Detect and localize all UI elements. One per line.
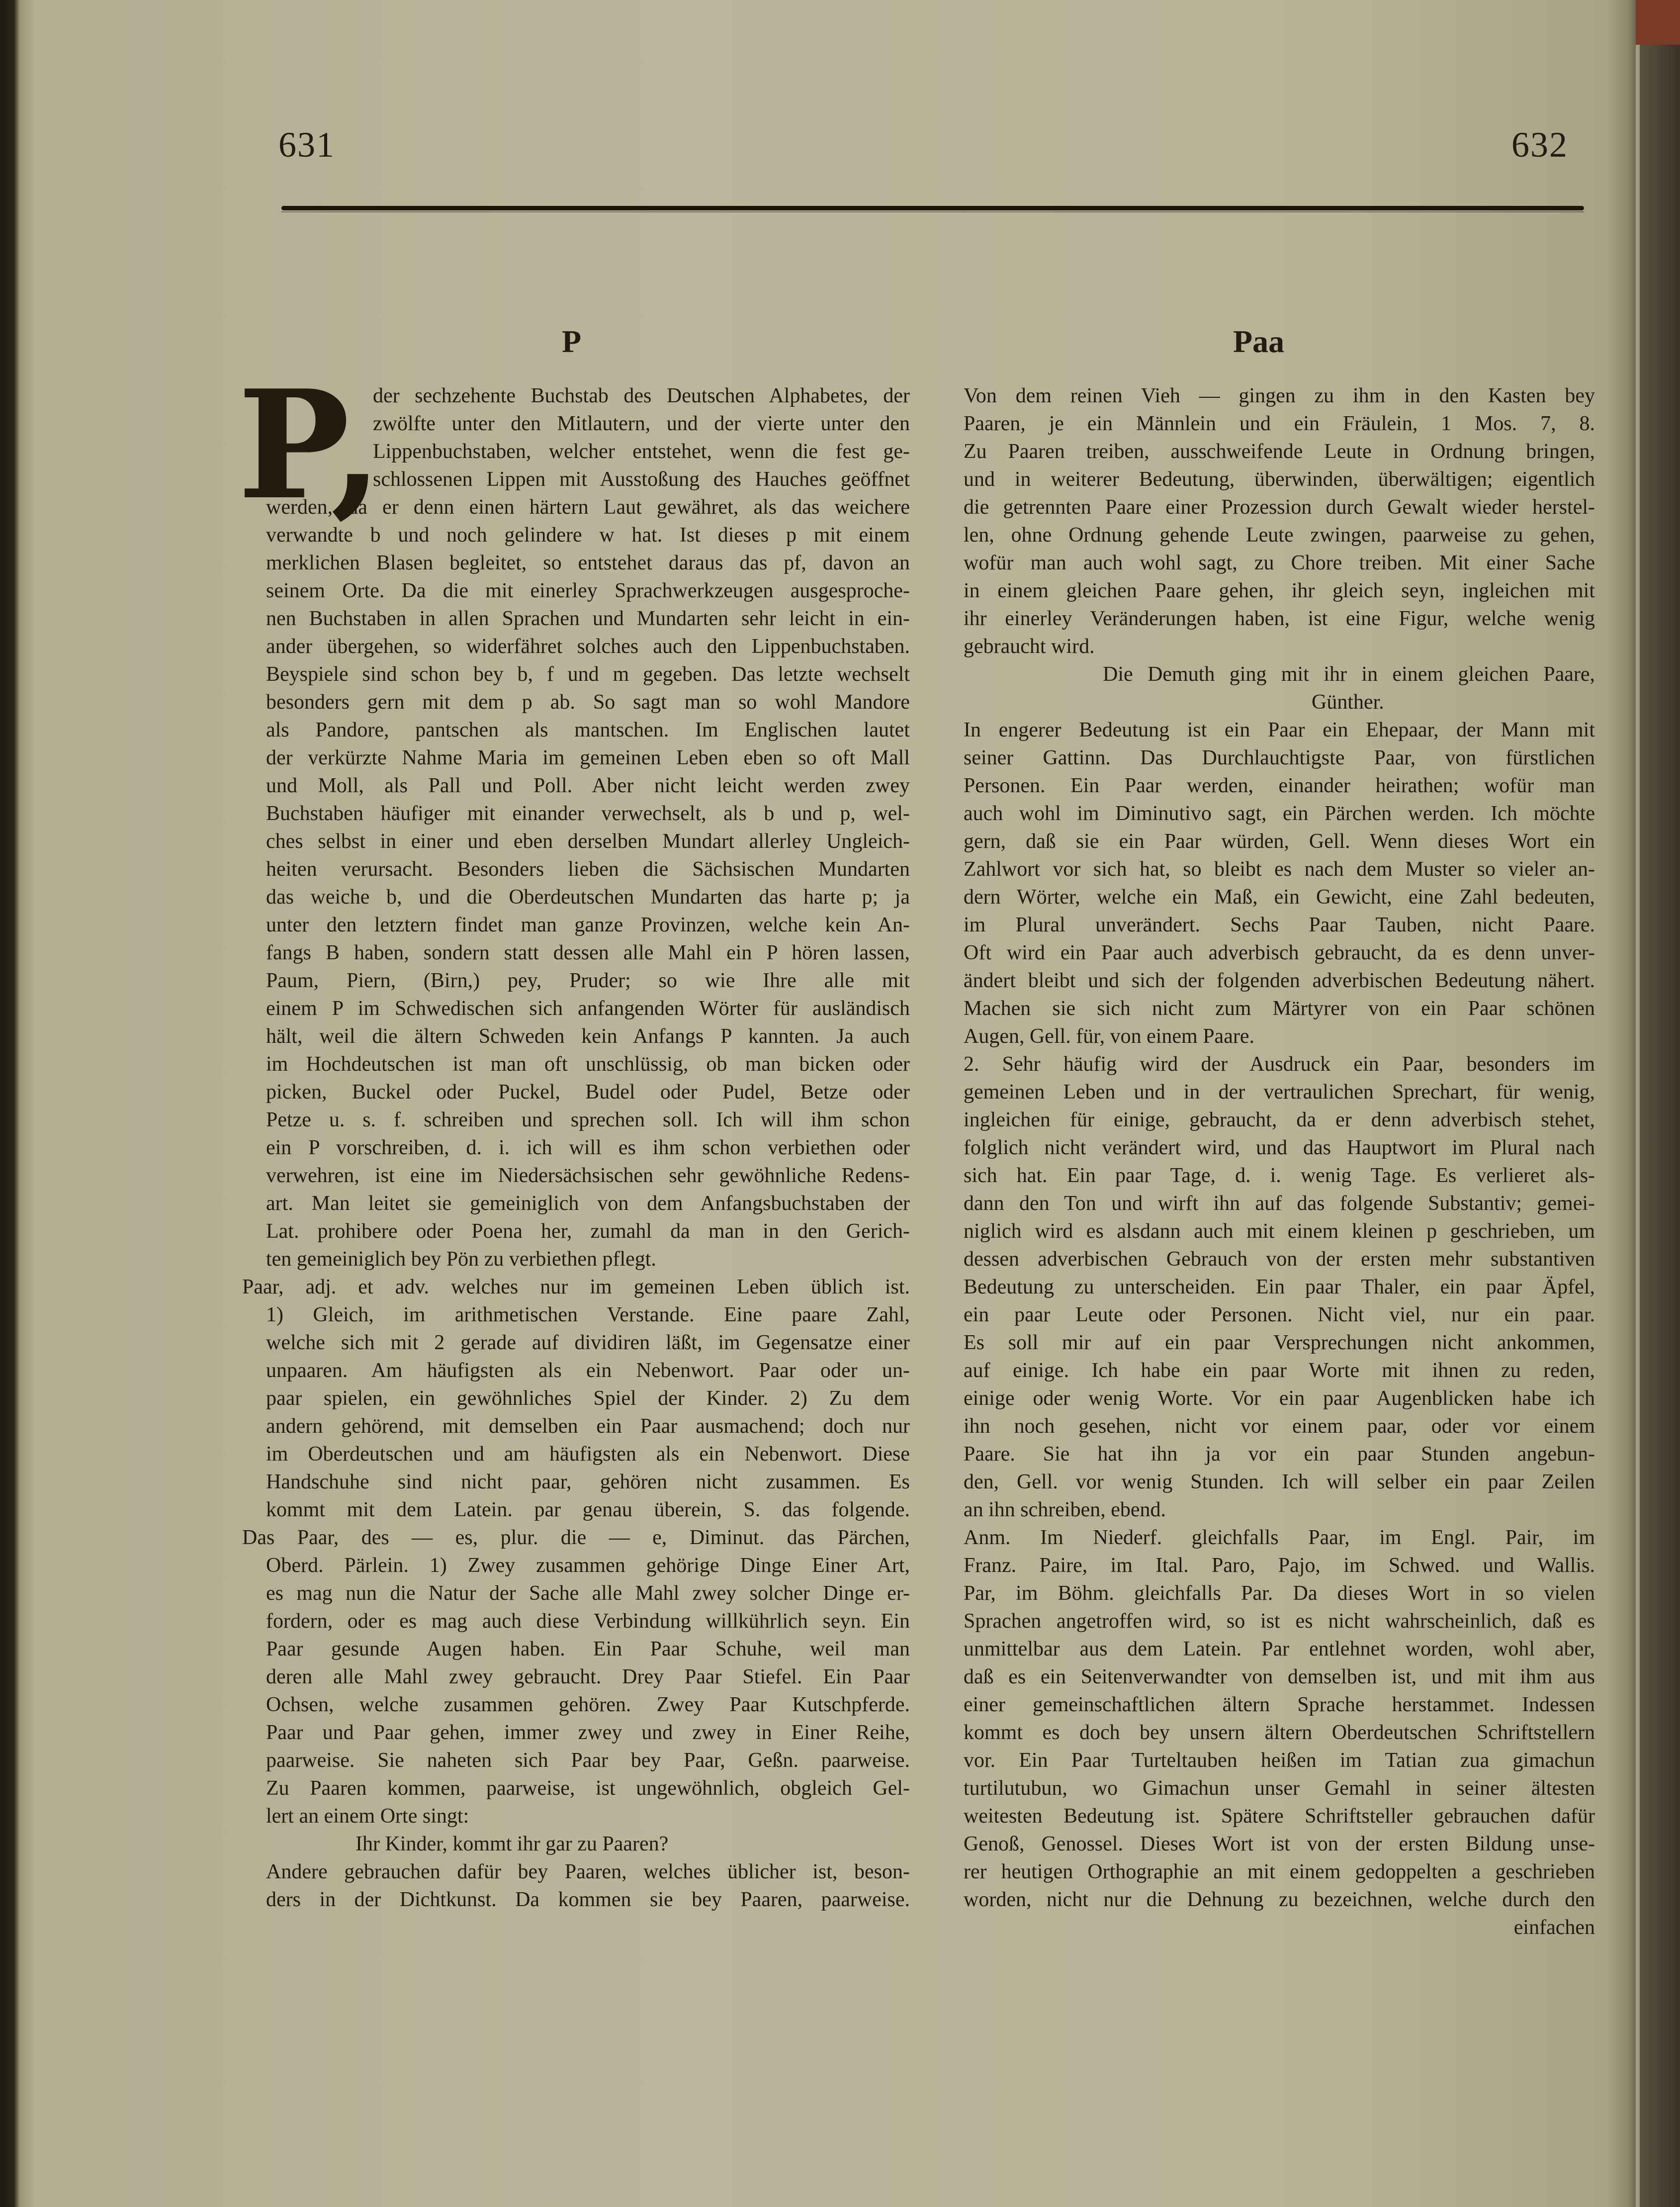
- text-line: unmittelbar aus dem Latein. Par entlehnet worden, wohl aber,: [964, 1638, 1595, 1660]
- text-line: vor. Ein Paar Turteltauben heißen im Tatian zua gimachun: [964, 1749, 1595, 1772]
- text-line: Genoß, Genossel. Dieses Wort ist von der ersten Bildung unse-: [964, 1833, 1595, 1855]
- text-line: dann den Ton und wirft ihn auf das folgende Substantiv; gemei-: [964, 1192, 1595, 1215]
- text-line: gern, daß sie ein Paar würden, Gell. Wenn dieses Wort ein: [964, 830, 1595, 853]
- binding-stain: [1636, 0, 1680, 45]
- text-line: dern Wörter, welche ein Maß, ein Gewicht, eine Zahl bedeuten,: [964, 886, 1595, 909]
- left-text-column: [242, 382, 910, 1914]
- text-line: ders in der Dichtkunst. Da kommen sie bey Paaren, paarweise.: [266, 1888, 910, 1911]
- text-line: unter den letztern findet man ganze Provinzen, welche kein An-: [266, 914, 910, 936]
- text-line: Lippenbuchstaben, welcher entstehet, wenn die fest ge-: [373, 440, 910, 463]
- text-line: der verkürzte Nahme Maria im gemeinen Leben eben so oft Mall: [266, 746, 910, 769]
- text-line: in einem gleichen Paare gehen, ihr gleich seyn, ingleichen mit: [964, 579, 1595, 602]
- text-line: Oberd. Pärlein. 1) Zwey zusammen gehörige Dinge Einer Art,: [266, 1554, 910, 1577]
- text-line: werden, da er denn einen härtern Laut gewähret, als das weichere: [266, 496, 910, 519]
- text-line: dessen adverbischen Gebrauch von der ersten mehr substantiven: [964, 1248, 1595, 1271]
- column-heading-right: Paa: [1233, 324, 1285, 359]
- text-line: andern gehörend, mit demselben ein Paar ausmachend; doch nur: [266, 1415, 910, 1438]
- page-number-right: 632: [1511, 125, 1568, 165]
- text-line: Petze u. s. f. schreiben und sprechen soll. Ich will ihm schon: [266, 1108, 910, 1131]
- text-line: schlossenen Lippen mit Ausstoßung des Hauches geöffnet: [373, 468, 910, 491]
- text-line: hält, weil die ältern Schweden kein Anfangs P kannten. Ja auch: [266, 1025, 910, 1048]
- text-line: ihn noch gesehen, nicht vor einem paar, oder vor einem: [964, 1415, 1595, 1438]
- text-line: seinem Orte. Da die mit einerley Sprachwerkzeugen ausgesproche-: [266, 579, 910, 602]
- text-line: Handschuhe sind nicht paar, gehören nicht zusammen. Es: [266, 1471, 910, 1493]
- text-line: Andere gebrauchen dafür bey Paaren, welches üblicher ist, beson-: [266, 1860, 910, 1883]
- text-line: auf einige. Ich habe ein paar Worte mit ihnen zu reden,: [964, 1359, 1595, 1382]
- text-line: len, ohne Ordnung gehende Leute zwingen, paarweise zu gehen,: [964, 524, 1595, 547]
- text-line: Augen, Gell. für, von einem Paare.: [964, 1025, 1254, 1048]
- text-line: ändert bleibt und sich der folgenden adverbischen Bedeutung nähert.: [964, 969, 1595, 992]
- dictionary-entry-line: Paar, adj. et adv. welches nur im gemeinen Leben üblich ist.: [242, 1276, 910, 1298]
- text-line: seiner Gattinn. Das Durchlauchtigste Paar, von fürstlichen: [964, 746, 1595, 769]
- text-line: Von dem reinen Vieh — gingen zu ihm in den Kasten bey: [964, 384, 1595, 407]
- text-line: Zu Paaren treiben, ausschweifende Leute in Ordnung bringen,: [964, 440, 1595, 463]
- text-line: ten gemeiniglich bey Pön zu verbiethen pflegt.: [266, 1248, 656, 1271]
- text-line: Lat. prohibere oder Poena her, zumahl da man in den Gerich-: [266, 1220, 910, 1243]
- text-line: an ihn schreiben, ebend.: [964, 1498, 1166, 1521]
- text-line: lert an einem Orte singt:: [266, 1805, 469, 1828]
- text-line: einer gemeinschaftlichen ältern Sprache herstammet. Indessen: [964, 1693, 1595, 1716]
- text-line: unpaaren. Am häufigsten als ein Nebenwort. Paar oder un-: [266, 1359, 910, 1382]
- text-line: ein paar Leute oder Personen. Nicht viel, nur ein paar.: [964, 1303, 1595, 1326]
- text-line: Es soll mir auf ein paar Versprechungen nicht ankommen,: [964, 1331, 1595, 1354]
- text-line: paarweise. Sie naheten sich Paar bey Paar, Geßn. paarweise.: [266, 1749, 910, 1772]
- text-line: fordern, oder es mag auch diese Verbindung willkührlich seyn. Ein: [266, 1610, 910, 1633]
- text-line: die getrennten Paare einer Prozession durch Gewalt wieder herstel-: [964, 496, 1595, 519]
- text-line: 1) Gleich, im arithmetischen Verstande. Eine paare Zahl,: [266, 1303, 910, 1326]
- drop-cap-initial: P,: [238, 357, 383, 533]
- text-line: zwölfte unter den Mitlautern, und der vierte unter den: [373, 412, 910, 435]
- text-line: merklichen Blasen begleitet, so entstehet daraus das pf, davon an: [266, 552, 910, 574]
- text-line: ingleichen für einige, gebraucht, da er denn adverbisch stehet,: [964, 1108, 1595, 1131]
- text-line: Personen. Ein Paar werden, einander heirathen; wofür man: [964, 774, 1595, 797]
- text-line: im Oberdeutschen und am häufigsten als ein Nebenwort. Diese: [266, 1443, 910, 1466]
- text-line: und Moll, als Pall und Poll. Aber nicht leicht werden zwey: [266, 774, 910, 797]
- text-line: besonders gern mit dem p ab. So sagt man so wohl Mandore: [266, 691, 910, 714]
- text-line: fangs B haben, sondern statt dessen alle Mahl ein P hören lassen,: [266, 941, 910, 964]
- text-line: im Hochdeutschen ist man oft unschlüssig, ob man bicken oder: [266, 1053, 910, 1076]
- text-line: rer heutigen Orthographie an mit einem gedoppelten a geschrieben: [964, 1860, 1595, 1883]
- text-line: Anm. Im Niederf. gleichfalls Paar, im Engl. Pair, im: [964, 1526, 1595, 1549]
- text-line: verwandte b und noch gelindere w hat. Ist dieses p mit einem: [266, 524, 910, 547]
- text-line: Paum, Piern, (Birn,) pey, Pruder; so wie Ihre alle mit: [266, 969, 910, 992]
- text-line: das weiche b, und die Oberdeutschen Mundarten das harte p; ja: [266, 886, 910, 909]
- text-line: ein P vorschreiben, d. i. ich will es ihm schon verbiethen oder: [266, 1136, 910, 1159]
- text-line: Paare. Sie hat ihn ja vor ein paar Stunden angebun-: [964, 1443, 1595, 1466]
- text-line: 2. Sehr häufig wird der Ausdruck ein Paar, besonders im: [964, 1053, 1595, 1076]
- text-line: Bedeutung zu unterscheiden. Ein paar Thaler, ein paar Äpfel,: [964, 1276, 1595, 1298]
- text-line: nen Buchstaben in allen Sprachen und Mundarten sehr leicht in ein-: [266, 607, 910, 630]
- text-line: paar spielen, ein gewöhnliches Spiel der Kinder. 2) Zu dem: [266, 1387, 910, 1410]
- text-line: ches selbst in einer und eben derselben Mundart allerley Ungleich-: [266, 830, 910, 853]
- column-heading-left: P: [562, 324, 582, 359]
- text-line: deren alle Mahl zwey gebraucht. Drey Paar Stiefel. Ein Paar: [266, 1665, 910, 1688]
- dictionary-entry-line: Das Paar, des — es, plur. die — e, Diminut. das Pärchen,: [242, 1526, 910, 1549]
- text-line: In engerer Bedeutung ist ein Paar ein Ehepaar, der Mann mit: [964, 719, 1595, 741]
- text-line: ihr einerley Veränderungen haben, ist eine Figur, welche wenig: [964, 607, 1595, 630]
- text-line: Zahlwort vor sich hat, so bleibt es nach dem Muster so vieler an-: [964, 858, 1595, 881]
- text-line: verwehren, ist eine im Niedersächsischen sehr gewöhnliche Redens-: [266, 1164, 910, 1187]
- text-line: es mag nun die Natur der Sache alle Mahl zwey solcher Dinge er-: [266, 1582, 910, 1605]
- text-line: weitesten Bedeutung ist. Spätere Schriftsteller gebrauchen dafür: [964, 1805, 1595, 1828]
- text-line: als Pandore, pantschen als mantschen. Im Englischen lautet: [266, 719, 910, 741]
- text-line: turtilutubun, wo Gimachun unser Gemahl in seiner ältesten: [964, 1777, 1595, 1800]
- text-line: Par, im Böhm. gleichfalls Par. Da dieses Wort in so vielen: [964, 1582, 1595, 1605]
- text-line: gebraucht wird.: [964, 635, 1095, 658]
- text-line: picken, Buckel oder Puckel, Budel oder Pudel, Betze oder: [266, 1081, 910, 1104]
- text-line: Die Demuth ging mit ihr in einem gleichen Paare,: [1103, 663, 1595, 686]
- text-line: auch wohl im Diminutivo sagt, ein Pärchen werden. Ich möchte: [964, 802, 1595, 825]
- text-line: Beyspiele sind schon bey b, f und m gegeben. Das letzte wechselt: [266, 663, 910, 686]
- text-line: kommt mit dem Latein. par genau überein, S. das folgende.: [266, 1498, 910, 1521]
- text-line: und in weiterer Bedeutung, überwinden, überwältigen; eigentlich: [964, 468, 1595, 491]
- text-line: welche sich mit 2 gerade auf dividiren läßt, im Gegensatze einer: [266, 1331, 910, 1354]
- text-line: Ihr Kinder, kommt ihr gar zu Paaren?: [355, 1833, 669, 1855]
- text-line: Paar und Paar gehen, immer zwey und zwey in Einer Reihe,: [266, 1721, 910, 1744]
- text-line: kommt es doch bey unsern ältern Oberdeutschen Schriftstellern: [964, 1721, 1595, 1744]
- text-line: Machen sie sich nicht zum Märtyrer von ein Paar schönen: [964, 997, 1595, 1020]
- text-line: einem P im Schwedischen sich anfangenden Wörter für ausländisch: [266, 997, 910, 1020]
- catchword: einfachen: [1513, 1916, 1595, 1939]
- text-line: Buchstaben häufiger mit einander verwechselt, als b und p, wel-: [266, 802, 910, 825]
- text-line: wofür man auch wohl sagt, zu Chore treiben. Mit einer Sache: [964, 552, 1595, 574]
- text-line: folglich nicht verändert wird, und das Hauptwort im Plural nach: [964, 1136, 1595, 1159]
- text-line: den, Gell. vor wenig Stunden. Ich will selber ein paar Zeilen: [964, 1471, 1595, 1493]
- page-edge: [1636, 45, 1640, 2207]
- text-line: heiten verursacht. Besonders lieben die Sächsischen Mundarten: [266, 858, 910, 881]
- text-line: Paaren, je ein Männlein und ein Fräulein, 1 Mos. 7, 8.: [964, 412, 1595, 435]
- text-line: Oft wird ein Paar auch adverbisch gebraucht, da es denn unver-: [964, 941, 1595, 964]
- text-line: der sechzehente Buchstab des Deutschen Alphabetes, der: [373, 384, 910, 407]
- text-line: sich hat. Ein paar Tage, d. i. wenig Tage. Es verlieret als-: [964, 1164, 1595, 1187]
- page-number-left: 631: [278, 125, 335, 165]
- text-line: niglich wird es alsdann auch mit einem kleinen p geschrieben, um: [964, 1220, 1595, 1243]
- text-line: im Plural unverändert. Sechs Paar Tauben, nicht Paare.: [964, 914, 1595, 936]
- text-line: Sprachen angetroffen wird, so ist es nicht wahrscheinlich, daß es: [964, 1610, 1595, 1633]
- text-line: einige oder wenig Worte. Vor ein paar Augenblicken habe ich: [964, 1387, 1595, 1410]
- text-line: daß es ein Seitenverwandter von demselben ist, und mit ihm aus: [964, 1665, 1595, 1688]
- right-text-column: [964, 382, 1595, 1941]
- header-rule-shadow: [281, 211, 1584, 212]
- header-rule: [281, 206, 1584, 210]
- text-line: art. Man leitet sie gemeiniglich von dem Anfangsbuchstaben der: [266, 1192, 910, 1215]
- text-line: worden, nicht nur die Dehnung zu bezeichnen, welche durch den: [964, 1888, 1595, 1911]
- text-line: Ochsen, welche zusammen gehören. Zwey Paar Kutschpferde.: [266, 1693, 910, 1716]
- text-line: Franz. Paire, im Ital. Paro, Pajo, im Schwed. und Wallis.: [964, 1554, 1595, 1577]
- text-line: ander übergehen, so widerfähret solches auch den Lippenbuchstaben.: [266, 635, 910, 658]
- text-line: gemeinen Leben und in der vertraulichen Sprechart, für wenig,: [964, 1081, 1595, 1104]
- text-line: Zu Paaren kommen, paarweise, ist ungewöhnlich, obgleich Gel-: [266, 1777, 910, 1800]
- text-line: Paar gesunde Augen haben. Ein Paar Schuhe, weil man: [266, 1638, 910, 1660]
- text-line: Günther.: [1312, 691, 1384, 714]
